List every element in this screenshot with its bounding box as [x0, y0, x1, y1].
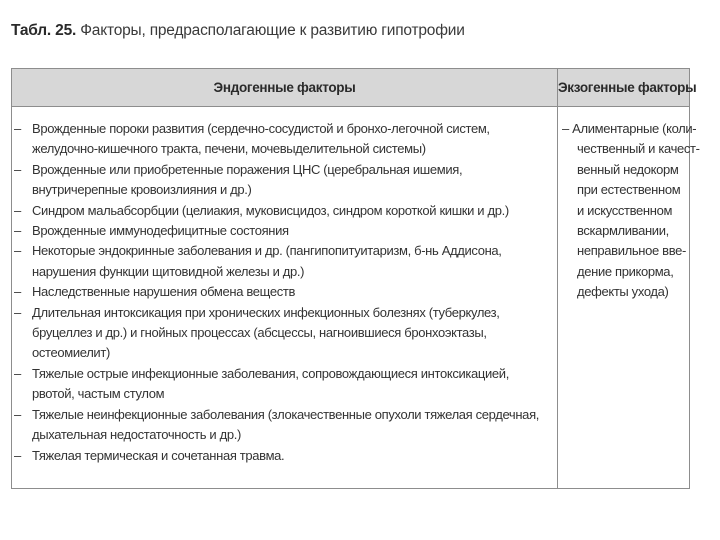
exogenous-line: дефекты ухода): [577, 284, 669, 300]
list-item: – Врожденные или приобретенные поражения ЦНС (церебральная ишемия, внутричерепные кровоизлияния и др.): [14, 161, 463, 198]
list-item-text: Длительная интоксикация при хронических инфекционных болезнях (туберкулез, бруцеллез и др.) и гнойных процессах (абсцессы, нагноившиеся бронхоэктазы, остеомиелит): [32, 304, 500, 361]
table-caption: [11, 22, 691, 40]
list-item-text: Некоторые эндокринные заболевания и др. (пангипопитуитаризм, б-нь Аддисона, нарушения функции щитовидной железы и др.): [32, 243, 502, 279]
list-item-text: Тяжелые неинфекционные заболевания (злокачественные опухоли тяжелая сердечная, дыхательная недостаточность и др.): [32, 406, 540, 443]
caption-text: Факторы, предрасполагающие к развитию гипотрофии: [76, 22, 465, 39]
list-item: – Длительная интоксикация при хронических инфекционных болезнях (туберкулез, бруцеллез и др.) и гнойных процессах (абсцессы, нагноившиеся бронхоэктазы, остеомиелит): [14, 304, 500, 361]
list-item: – Наследственные нарушения обмена веществ: [14, 284, 296, 300]
table-header-row: [12, 69, 697, 107]
caption-label: Табл. 25.: [11, 22, 77, 39]
list-item-text: Тяжелая термическая и сочетанная травма.: [32, 447, 285, 463]
exogenous-line: при естественном: [577, 182, 681, 198]
exogenous-line: – Алиментарные (коли-: [562, 121, 697, 136]
header-endogenous: Эндогенные факторы: [213, 80, 356, 95]
column-divider: [557, 69, 558, 488]
factors-table: [11, 68, 700, 489]
list-item-text: Тяжелые острые инфекционные заболевания, сопровождающиеся интоксикацией, рвотой, частым стулом: [32, 365, 509, 402]
exogenous-line: и искусственном: [577, 202, 673, 218]
list-item: – Врожденные иммунодефицитные состояния: [14, 223, 289, 239]
endogenous-factors-list: [14, 119, 554, 466]
exogenous-dash: –: [562, 121, 569, 136]
list-item-text: Синдром мальабсорбции (целиакия, муковисцидоз, синдром короткой кишки и др.): [32, 202, 509, 218]
exogenous-factors-cell: [562, 119, 700, 303]
list-item: – Некоторые эндокринные заболевания и др. (пангипопитуитаризм, б-нь Аддисона, нарушения функции щитовидной железы и др.): [14, 243, 502, 279]
list-item: – Синдром мальабсорбции (целиакия, муковисцидоз, синдром короткой кишки и др.): [14, 202, 509, 218]
list-item-text: Врожденные или приобретенные поражения ЦНС (церебральная ишемия, внутричерепные кровоизлияния и др.): [32, 161, 463, 198]
exogenous-line: вскармливании,: [577, 223, 669, 239]
exogenous-line: дение прикорма,: [577, 263, 674, 279]
exogenous-line: венный недокорм: [577, 161, 679, 177]
exogenous-line: чественный и качест-: [577, 141, 700, 157]
list-item-text: Наследственные нарушения обмена веществ: [32, 284, 296, 300]
exogenous-line: неправильное вве-: [577, 243, 686, 259]
list-item-text: Врожденные иммунодефицитные состояния: [32, 223, 289, 239]
list-item: – Врожденные пороки развития (сердечно-сосудистой и бронхо-легочной систем, желудочно-кишечного тракта, печени, мочевыделительной системы): [14, 121, 490, 157]
header-exogenous: Экзогенные факторы: [558, 80, 697, 95]
list-item: – Тяжелые острые инфекционные заболевания, сопровождающиеся интоксикацией, рвотой, частым стулом: [14, 365, 509, 402]
list-item-text: Врожденные пороки развития (сердечно-сосудистой и бронхо-легочной систем, желудочно-кишечного тракта, печени, мочевыделительной системы): [32, 121, 490, 157]
list-item: – Тяжелые неинфекционные заболевания (злокачественные опухоли тяжелая сердечная, дыхательная недостаточность и др.): [14, 406, 540, 443]
list-item: – Тяжелая термическая и сочетанная травма.: [14, 447, 285, 463]
